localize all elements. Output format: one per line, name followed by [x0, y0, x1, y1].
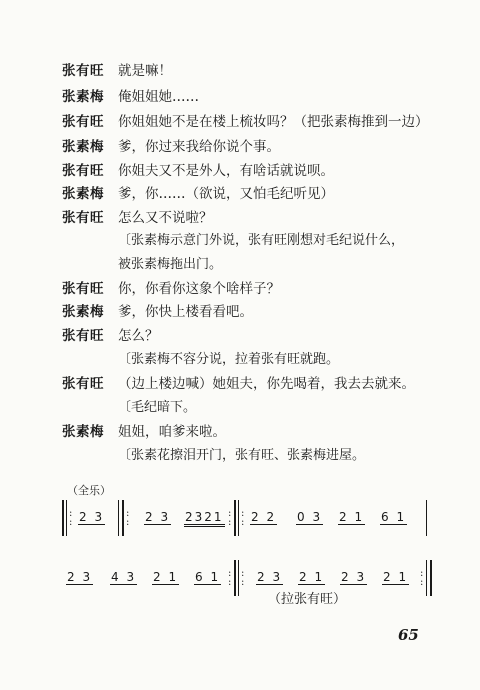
- score-beat: 2 3: [257, 570, 283, 584]
- speech-text: 你，你看你这象个啥样子？: [118, 281, 280, 297]
- speaker-name: 张素梅: [62, 304, 104, 320]
- speaker-name: 张有旺: [62, 210, 104, 226]
- speaker-name: 张有旺: [62, 163, 104, 179]
- dialogue-line: [62, 303, 462, 321]
- dialogue-line: [62, 209, 462, 227]
- barline: [234, 500, 236, 536]
- speech-text: （边上楼边喊）她姐夫，你先喝着，我去去就来。: [118, 376, 415, 392]
- repeat-dots: : :: [228, 568, 232, 588]
- score-row: [60, 500, 440, 540]
- page-number: 65: [398, 626, 419, 644]
- score-beat: 2 3: [67, 570, 93, 584]
- speech-text: 就是嘛！: [118, 63, 172, 79]
- speaker-name: 张素梅: [62, 424, 104, 440]
- repeat-dots: : :: [69, 508, 73, 528]
- stage-direction: 〔张素梅不容分说，拉着张有旺就跑。: [118, 352, 340, 367]
- repeat-dots: : :: [420, 568, 424, 588]
- dialogue-line: [62, 423, 462, 441]
- stage-direction: 被张素梅拖出门。: [118, 257, 223, 272]
- score-beat: 6 1: [195, 570, 221, 584]
- speech-text: 怎么又不说啦？: [118, 210, 213, 226]
- repeat-dots: : :: [241, 508, 245, 528]
- score-beat: 2 2: [251, 510, 277, 524]
- dialogue-line: [62, 327, 462, 345]
- score-label: （全乐）: [67, 484, 111, 497]
- score-beat: 2321: [184, 510, 225, 527]
- speaker-name: 张有旺: [62, 328, 104, 344]
- repeat-dots: : :: [228, 508, 232, 528]
- speech-text: 你姐夫又不是外人，有啥话就说呗。: [118, 163, 334, 179]
- barline: [238, 560, 239, 596]
- score-beat: 2 3: [341, 570, 367, 584]
- dialogue-line: [62, 88, 462, 106]
- barline: [426, 500, 427, 536]
- repeat-end-barline: [430, 560, 432, 596]
- barline: [118, 500, 119, 536]
- barline: [234, 560, 236, 596]
- speech-text: 怎么？: [118, 328, 159, 344]
- dialogue-line: [62, 280, 462, 298]
- dialogue-line: [62, 162, 462, 180]
- dialogue-line: [62, 138, 462, 156]
- stage-direction: 〔张素花擦泪开门，张有旺、张素梅进屋。: [118, 448, 366, 463]
- repeat-dots: : :: [126, 508, 130, 528]
- barline: [66, 500, 67, 536]
- speech-text: 爹，你过来我给你说个事。: [118, 139, 280, 155]
- speech-text: 爹，你……（欲说，又怕毛纪听见）: [118, 186, 334, 202]
- barline: [426, 560, 427, 596]
- dialogue-line: [62, 185, 462, 203]
- speaker-name: 张有旺: [62, 114, 104, 130]
- repeat-dots: : :: [241, 568, 245, 588]
- stage-direction: 〔毛纪暗下。: [118, 400, 197, 415]
- speech-text: 俺姐姐她……: [118, 89, 199, 105]
- dialogue-line: [62, 113, 462, 131]
- score-beat: 2 1: [153, 570, 179, 584]
- score-beat: 2 1: [339, 510, 365, 524]
- speech-text: 爹，你快上楼看看吧。: [118, 304, 253, 320]
- stage-direction: 〔张素梅示意门外说，张有旺刚想对毛纪说什么，: [118, 233, 405, 248]
- score-beat: 0 3: [297, 510, 323, 524]
- speaker-name: 张有旺: [62, 281, 104, 297]
- speaker-name: 张素梅: [62, 89, 104, 105]
- score-caption: （拉张有旺）: [268, 592, 347, 607]
- speaker-name: 张素梅: [62, 186, 104, 202]
- speech-text: 姐姐，咱爹来啦。: [118, 424, 226, 440]
- score-beat: 2 1: [383, 570, 409, 584]
- score-beat: 2 3: [145, 510, 171, 524]
- barline: [122, 500, 124, 536]
- speaker-name: 张有旺: [62, 376, 104, 392]
- dialogue-line: [62, 62, 462, 80]
- speech-text: 你姐姐她不是在楼上梳妆吗？（把张素梅推到一边）: [118, 114, 429, 130]
- dialogue-line: [62, 375, 462, 393]
- barline: [238, 500, 239, 536]
- score-beat: 2 1: [299, 570, 325, 584]
- score-beat: 2 3: [79, 510, 105, 524]
- score-row: [60, 560, 440, 600]
- speaker-name: 张有旺: [62, 63, 104, 79]
- speaker-name: 张素梅: [62, 139, 104, 155]
- score-beat: 6 1: [381, 510, 407, 524]
- repeat-start-barline: [62, 500, 64, 536]
- score-beat: 4 3: [111, 570, 137, 584]
